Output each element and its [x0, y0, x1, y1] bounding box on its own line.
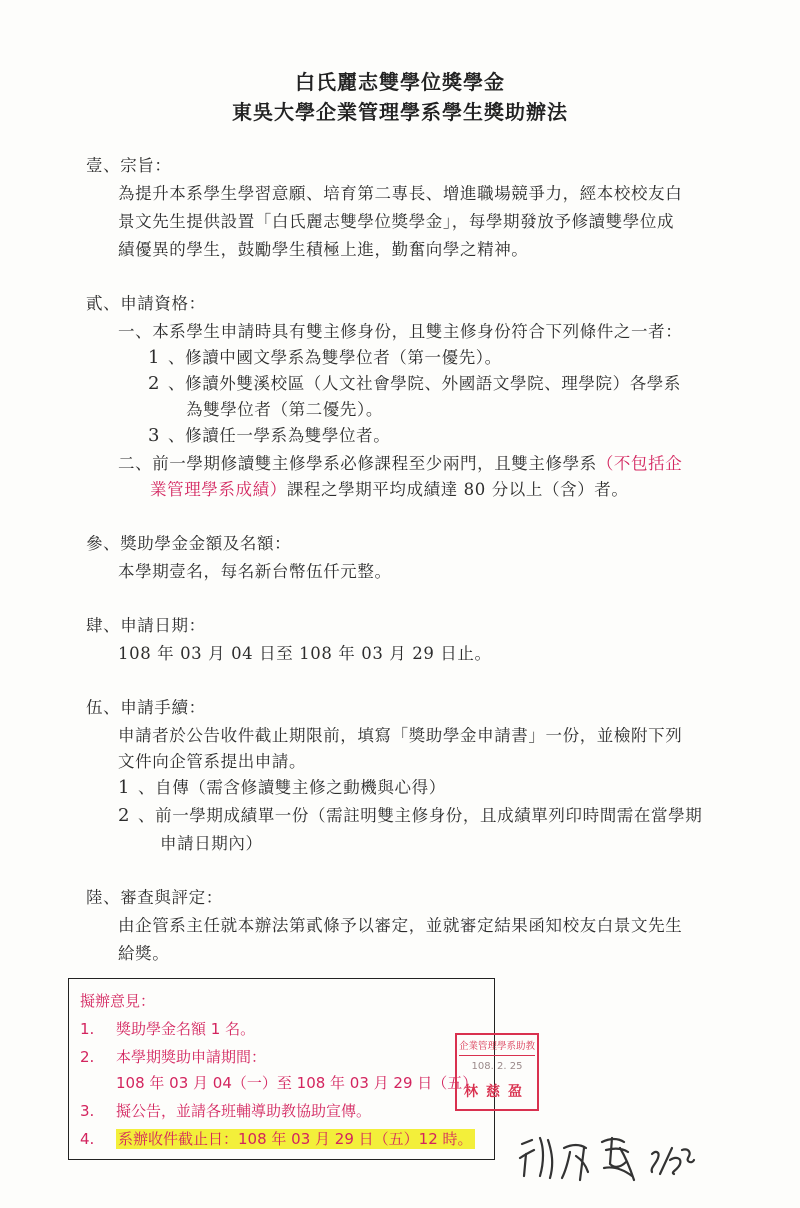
sub-number: 1 — [148, 347, 161, 368]
sub-text: 、修讀外雙溪校區（人文社會學院、外國語文學院、理學院）各學系 — [168, 374, 681, 393]
section-1-text-3: 績優異的學生，鼓勵學生積極上進，勤奮向學之精神。 — [118, 240, 529, 259]
section-5-text-2: 文件向企管系提出申請。 — [118, 752, 307, 771]
stamp-name: 林慈盈 — [464, 1084, 530, 1100]
item-highlight-text: 業管理學系成績） — [150, 480, 287, 499]
proposal-number: 3. — [80, 1102, 95, 1120]
proposal-item-2-cont: 108 年 03 月 04（一）至 108 年 03 月 29 日（五） — [116, 1074, 478, 1092]
section-1-text-2: 景文先生提供設置「白氏麗志雙學位獎學金」，每學期發放予修讀雙學位成 — [118, 212, 675, 231]
section-2-heading: 貳、申請資格： — [86, 294, 206, 313]
sub-number: 1 — [118, 777, 131, 798]
section-1-heading: 壹、宗旨： — [86, 156, 172, 175]
section-5-sub-2 — [118, 802, 702, 826]
section-5-heading: 伍、申請手續： — [86, 698, 206, 717]
proposal-highlighted-text: 系辦收件截止日：108 年 03 月 29 日（五）12 時。 — [118, 1130, 473, 1148]
assistant-stamp — [455, 1033, 539, 1111]
document-title: 白氏麗志雙學位獎學金 — [295, 70, 505, 94]
sub-text: 、修讀任一學系為雙學位者。 — [168, 426, 391, 445]
sub-number: 2 — [148, 373, 161, 394]
proposal-item-1 — [80, 1018, 255, 1039]
item-text: 二、前一學期修讀雙主修學系必修課程至少兩門，且雙主修學系 — [118, 454, 597, 473]
proposal-number: 1. — [80, 1020, 95, 1038]
section-4-heading: 肆、申請日期： — [86, 616, 206, 635]
sub-text: 、修讀中國文學系為雙學位者（第一優先）。 — [168, 348, 502, 367]
section-3-text: 本學期壹名，每名新台幣伍仟元整。 — [118, 562, 392, 581]
proposal-item-3 — [80, 1100, 371, 1121]
section-4-text: 108 年 03 月 04 日至 108 年 03 月 29 日止。 — [118, 644, 492, 663]
document-subtitle: 東吳大學企業管理學系學生獎助辦法 — [232, 100, 568, 124]
section-2-item-2-cont — [150, 476, 629, 500]
proposal-number: 2. — [80, 1048, 95, 1066]
section-2-sub-1 — [148, 344, 502, 368]
item-highlight-text: （不包括企 — [596, 454, 683, 473]
section-2-sub-3 — [148, 422, 390, 446]
proposal-item-4 — [80, 1128, 475, 1149]
section-5-text-1: 申請者於公告收件截止期限前，填寫「獎助學金申請書」一份，並檢附下列 — [118, 726, 683, 745]
section-2-sub-2 — [148, 370, 681, 394]
stamp-org: 企業管理學系助教 — [459, 1038, 535, 1056]
section-3-heading: 參、獎助學金金額及名額： — [86, 534, 292, 553]
section-1-text-1: 為提升本系學生學習意願、培育第二專長、增進職場競爭力，經本校校友白 — [118, 184, 683, 203]
section-2-item-1: 一、本系學生申請時具有雙主修身份，且雙主修身份符合下列條件之一者： — [118, 322, 683, 341]
section-2-sub-2-cont: 為雙學位者（第二優先）。 — [186, 400, 383, 419]
sub-number: 2 — [118, 805, 131, 826]
section-5-sub-2-cont: 申請日期內） — [160, 834, 263, 853]
section-6-heading: 陸、審查與評定： — [86, 888, 223, 907]
proposal-text: 本學期獎助申請期間： — [116, 1048, 267, 1066]
sub-text: 、自傳（需含修讀雙主修之動機與心得） — [138, 778, 446, 797]
proposal-item-2 — [80, 1046, 266, 1067]
sub-number: 3 — [148, 425, 161, 446]
handwritten-signature — [510, 1118, 710, 1190]
proposal-number: 4. — [80, 1130, 95, 1148]
stamp-date: 108. 2. 25 — [471, 1061, 523, 1072]
section-5-sub-1 — [118, 774, 446, 798]
section-6-text-2: 給獎。 — [118, 944, 170, 963]
proposal-heading: 擬辦意見： — [80, 992, 156, 1010]
item-text: 課程之學期平均成績達 80 分以上（含）者。 — [286, 480, 629, 499]
proposal-text: 獎助學金名額 1 名。 — [116, 1020, 256, 1038]
sub-text: 、前一學期成績單一份（需註明雙主修身份，且成績單列印時間需在當學期 — [138, 806, 703, 825]
section-2-item-2 — [118, 450, 682, 474]
proposal-text: 擬公告，並請各班輔導助教協助宣傳。 — [116, 1102, 372, 1120]
section-6-text-1: 由企管系主任就本辦法第貳條予以審定，並就審定結果函知校友白景文先生 — [118, 916, 683, 935]
